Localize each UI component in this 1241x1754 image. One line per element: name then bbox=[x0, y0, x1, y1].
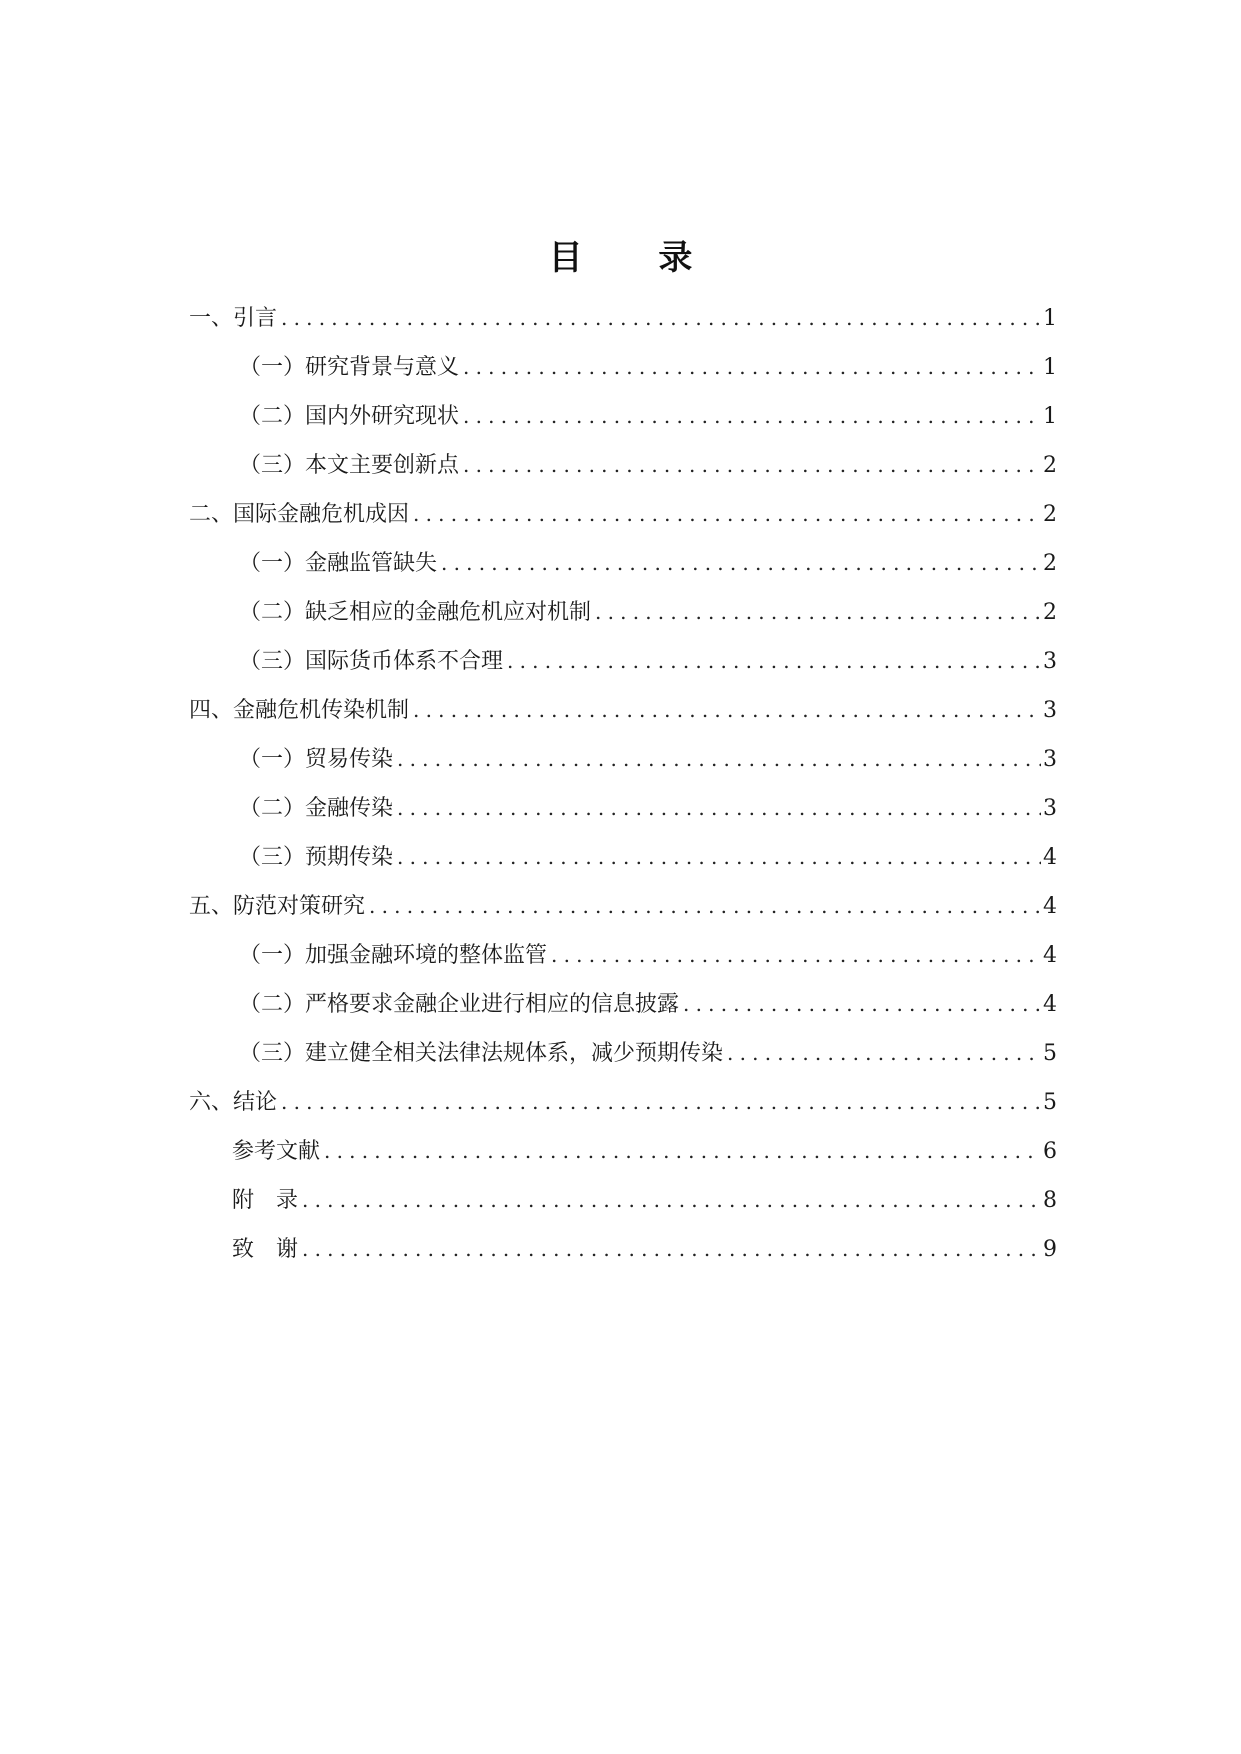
toc-entry-label: （一）研究背景与意义 bbox=[239, 353, 463, 383]
toc-entry[interactable] bbox=[189, 1234, 1057, 1283]
toc-page-number: 1 bbox=[1041, 402, 1057, 432]
toc-leader-dots bbox=[302, 1185, 1041, 1215]
toc-leader-dots bbox=[507, 646, 1041, 676]
toc-leader-dots bbox=[397, 744, 1041, 774]
toc-entry-label: 一、引言 bbox=[189, 304, 281, 334]
toc-entry[interactable] bbox=[189, 940, 1057, 989]
toc-entry[interactable] bbox=[189, 548, 1057, 597]
toc-page-number: 9 bbox=[1041, 1235, 1057, 1265]
toc-entry[interactable] bbox=[189, 1038, 1057, 1087]
toc-entry[interactable] bbox=[189, 1136, 1057, 1185]
toc-entry-label: 参考文献 bbox=[232, 1137, 324, 1167]
toc-leader-dots bbox=[302, 1234, 1041, 1264]
toc-entry[interactable] bbox=[189, 695, 1057, 744]
toc-page-number: 4 bbox=[1041, 843, 1057, 873]
toc-entry[interactable] bbox=[189, 401, 1057, 450]
toc-page-number: 2 bbox=[1041, 598, 1057, 628]
toc-entry-label: 二、国际金融危机成因 bbox=[189, 500, 413, 530]
toc-entry[interactable] bbox=[189, 842, 1057, 891]
toc-leader-dots bbox=[281, 1087, 1041, 1117]
toc-leader-dots bbox=[397, 793, 1041, 823]
toc-page-number: 1 bbox=[1041, 304, 1057, 334]
toc-leader-dots bbox=[369, 891, 1041, 921]
toc-page-number: 5 bbox=[1041, 1088, 1057, 1118]
toc-entry[interactable] bbox=[189, 646, 1057, 695]
toc-title: 目 录 bbox=[548, 238, 725, 278]
toc-page-number: 6 bbox=[1041, 1137, 1057, 1167]
toc-entry-label: （一）金融监管缺失 bbox=[239, 549, 441, 579]
toc-entry-label: 六、结论 bbox=[189, 1088, 281, 1118]
toc-entry[interactable] bbox=[189, 352, 1057, 401]
toc-leader-dots bbox=[463, 401, 1041, 431]
toc-entry-label: （三）建立健全相关法律法规体系，减少预期传染 bbox=[239, 1039, 727, 1069]
toc-page-number: 4 bbox=[1041, 990, 1057, 1020]
table-of-contents bbox=[189, 303, 1057, 1283]
toc-entry-label: （一）加强金融环境的整体监管 bbox=[239, 941, 551, 971]
toc-page-number: 2 bbox=[1041, 549, 1057, 579]
toc-page-number: 3 bbox=[1041, 696, 1057, 726]
toc-page-number: 3 bbox=[1041, 745, 1057, 775]
toc-entry-label: （二）金融传染 bbox=[239, 794, 397, 824]
toc-leader-dots bbox=[413, 499, 1041, 529]
toc-leader-dots bbox=[413, 695, 1041, 725]
toc-entry-label: （一）贸易传染 bbox=[239, 745, 397, 775]
toc-page-number: 8 bbox=[1041, 1186, 1057, 1216]
toc-entry-label: 附 录 bbox=[232, 1186, 302, 1216]
toc-entry[interactable] bbox=[189, 597, 1057, 646]
toc-page-number: 4 bbox=[1041, 892, 1057, 922]
toc-page-number: 2 bbox=[1041, 500, 1057, 530]
toc-leader-dots bbox=[551, 940, 1041, 970]
toc-page-number: 2 bbox=[1041, 451, 1057, 481]
toc-leader-dots bbox=[727, 1038, 1041, 1068]
toc-entry[interactable] bbox=[189, 499, 1057, 548]
toc-leader-dots bbox=[281, 303, 1041, 333]
toc-entry-label: 五、防范对策研究 bbox=[189, 892, 369, 922]
toc-entry-label: （三）本文主要创新点 bbox=[239, 451, 463, 481]
toc-entry[interactable] bbox=[189, 793, 1057, 842]
toc-leader-dots bbox=[397, 842, 1041, 872]
toc-entry[interactable] bbox=[189, 744, 1057, 793]
toc-page-number: 3 bbox=[1041, 647, 1057, 677]
toc-entry[interactable] bbox=[189, 891, 1057, 940]
toc-entry-label: （三）预期传染 bbox=[239, 843, 397, 873]
toc-entry-label: （二）国内外研究现状 bbox=[239, 402, 463, 432]
toc-page-number: 1 bbox=[1041, 353, 1057, 383]
toc-entry[interactable] bbox=[189, 1087, 1057, 1136]
toc-entry-label: （三）国际货币体系不合理 bbox=[239, 647, 507, 677]
toc-entry-label: 四、金融危机传染机制 bbox=[189, 696, 413, 726]
toc-leader-dots bbox=[683, 989, 1041, 1019]
toc-leader-dots bbox=[463, 450, 1041, 480]
toc-entry[interactable] bbox=[189, 989, 1057, 1038]
toc-page-number: 3 bbox=[1041, 794, 1057, 824]
toc-leader-dots bbox=[441, 548, 1041, 578]
toc-leader-dots bbox=[463, 352, 1041, 382]
toc-page-number: 4 bbox=[1041, 941, 1057, 971]
toc-entry-label: （二）严格要求金融企业进行相应的信息披露 bbox=[239, 990, 683, 1020]
toc-page-number: 5 bbox=[1041, 1039, 1057, 1069]
toc-leader-dots bbox=[595, 597, 1041, 627]
toc-entry-label: （二）缺乏相应的金融危机应对机制 bbox=[239, 598, 595, 628]
toc-leader-dots bbox=[324, 1136, 1041, 1166]
toc-entry[interactable] bbox=[189, 450, 1057, 499]
toc-entry[interactable] bbox=[189, 1185, 1057, 1234]
toc-entry-label: 致 谢 bbox=[232, 1235, 302, 1265]
toc-entry[interactable] bbox=[189, 303, 1057, 352]
